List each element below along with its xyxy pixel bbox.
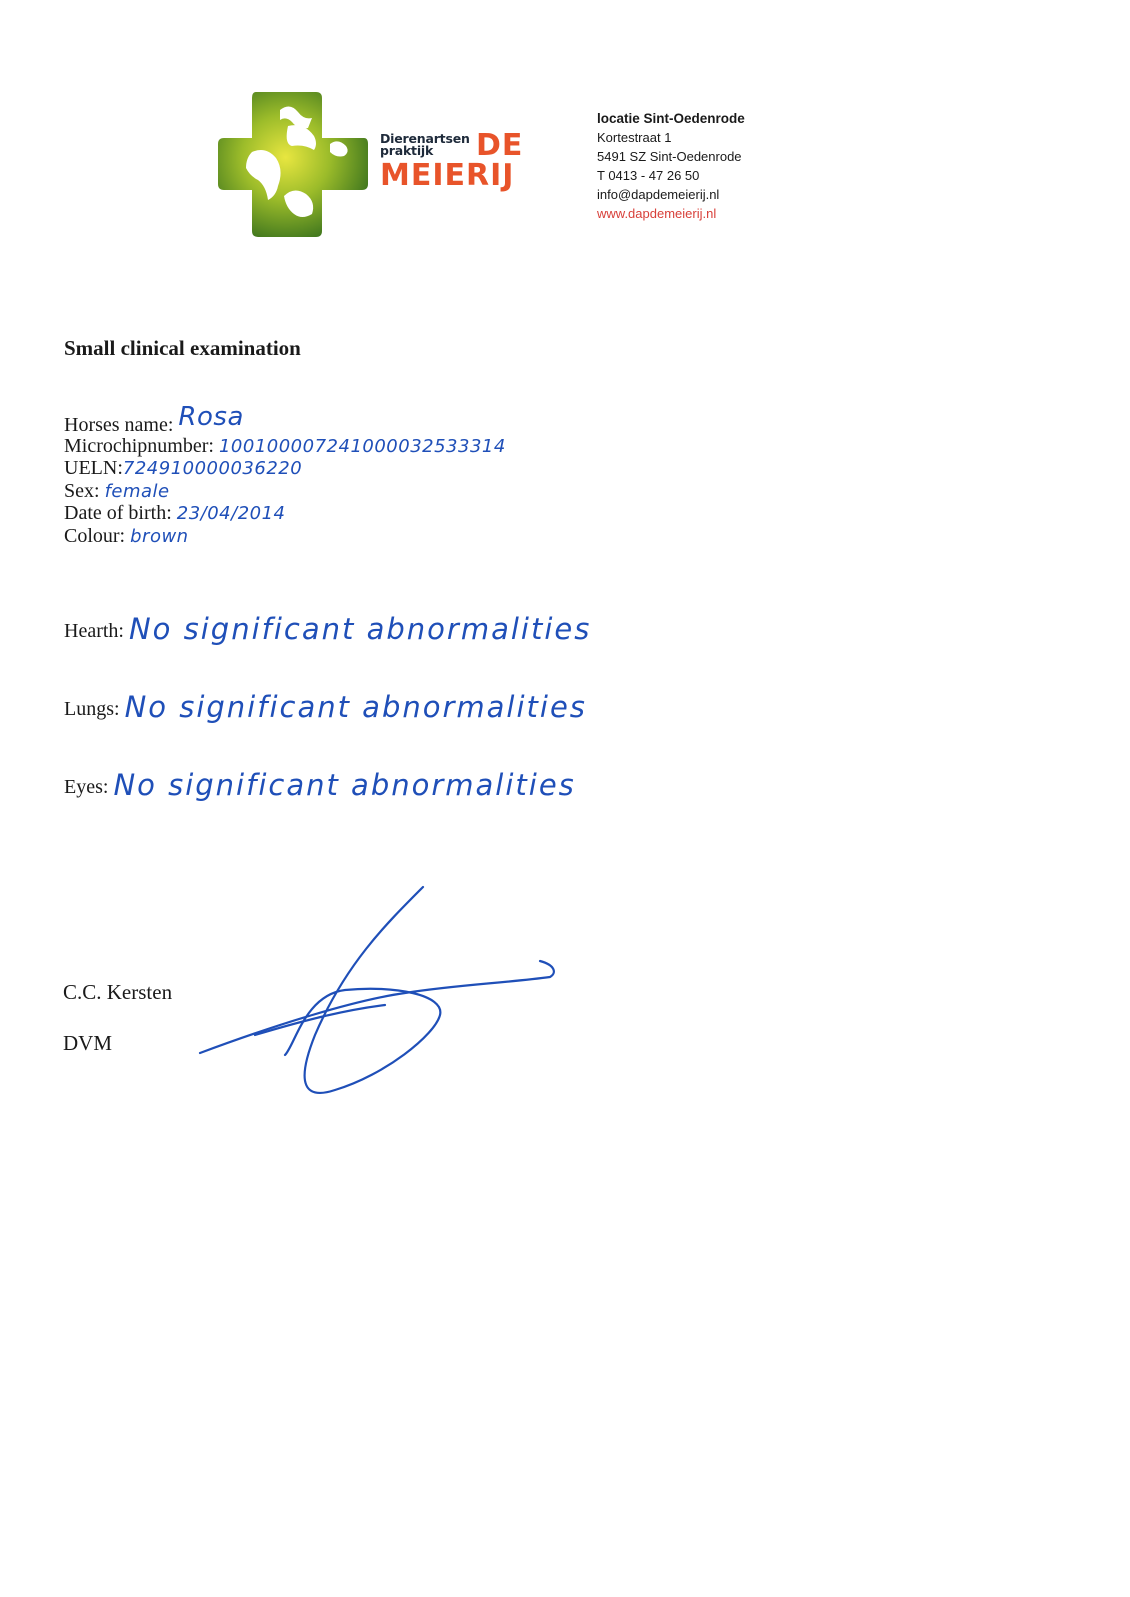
field-value: 724910000036220 [122,458,303,479]
field-label: Microchipnumber: [64,434,214,457]
address-email: info@dapdemeierij.nl [597,187,720,202]
logo-line1: Dierenartsen [380,131,470,146]
field-label: Colour: [64,524,126,547]
exam-label: Eyes: [64,776,109,798]
document-title: Small clinical examination [64,336,301,360]
exam-hearth [64,610,591,644]
field-date-of-birth [64,502,506,525]
field-label: UELN: [64,457,123,479]
exam-lungs [64,688,587,722]
field-sex [64,480,506,503]
exam-value: No significant abnormalities [124,690,587,724]
field-value: brown [130,525,189,547]
field-value: 100100007241000032533314 [218,435,506,457]
horse-details [64,402,506,547]
address-phone: T 0413 - 47 26 50 [597,168,700,183]
field-ueln [64,457,506,480]
clinic-address [597,109,817,223]
field-value: 23/04/2014 [176,503,286,524]
field-microchip [64,435,506,458]
signature-scribble [195,885,565,1105]
exam-value: No significant abnormalities [128,612,592,646]
field-value: female [104,480,170,502]
field-value: Rosa [178,402,244,432]
field-label: Horses name: [64,414,174,436]
field-colour [64,525,506,548]
signatory-title: DVM [63,1031,113,1055]
clinic-logo-icon [218,92,368,237]
signatory-name: C.C. Kersten [63,980,173,1004]
logo-name: MEIERIJ [380,158,515,193]
exam-value: No significant abnormalities [113,768,576,802]
clinic-logo-wordmark [380,128,540,193]
exam-eyes [64,766,576,800]
exam-label: Lungs: [64,698,120,720]
field-label: Date of birth: [64,502,172,524]
logo-de: DE [476,128,524,163]
address-website: www.dapdemeierij.nl [597,206,717,221]
address-location: locatie Sint-Oedenrode [597,111,745,126]
field-horse-name [64,402,506,436]
address-postal: 5491 SZ Sint-Oedenrode [597,149,742,164]
exam-label: Hearth: [64,620,124,642]
logo-line2: praktijk [380,143,434,158]
field-label: Sex: [64,479,100,502]
address-street: Kortestraat 1 [597,130,672,145]
